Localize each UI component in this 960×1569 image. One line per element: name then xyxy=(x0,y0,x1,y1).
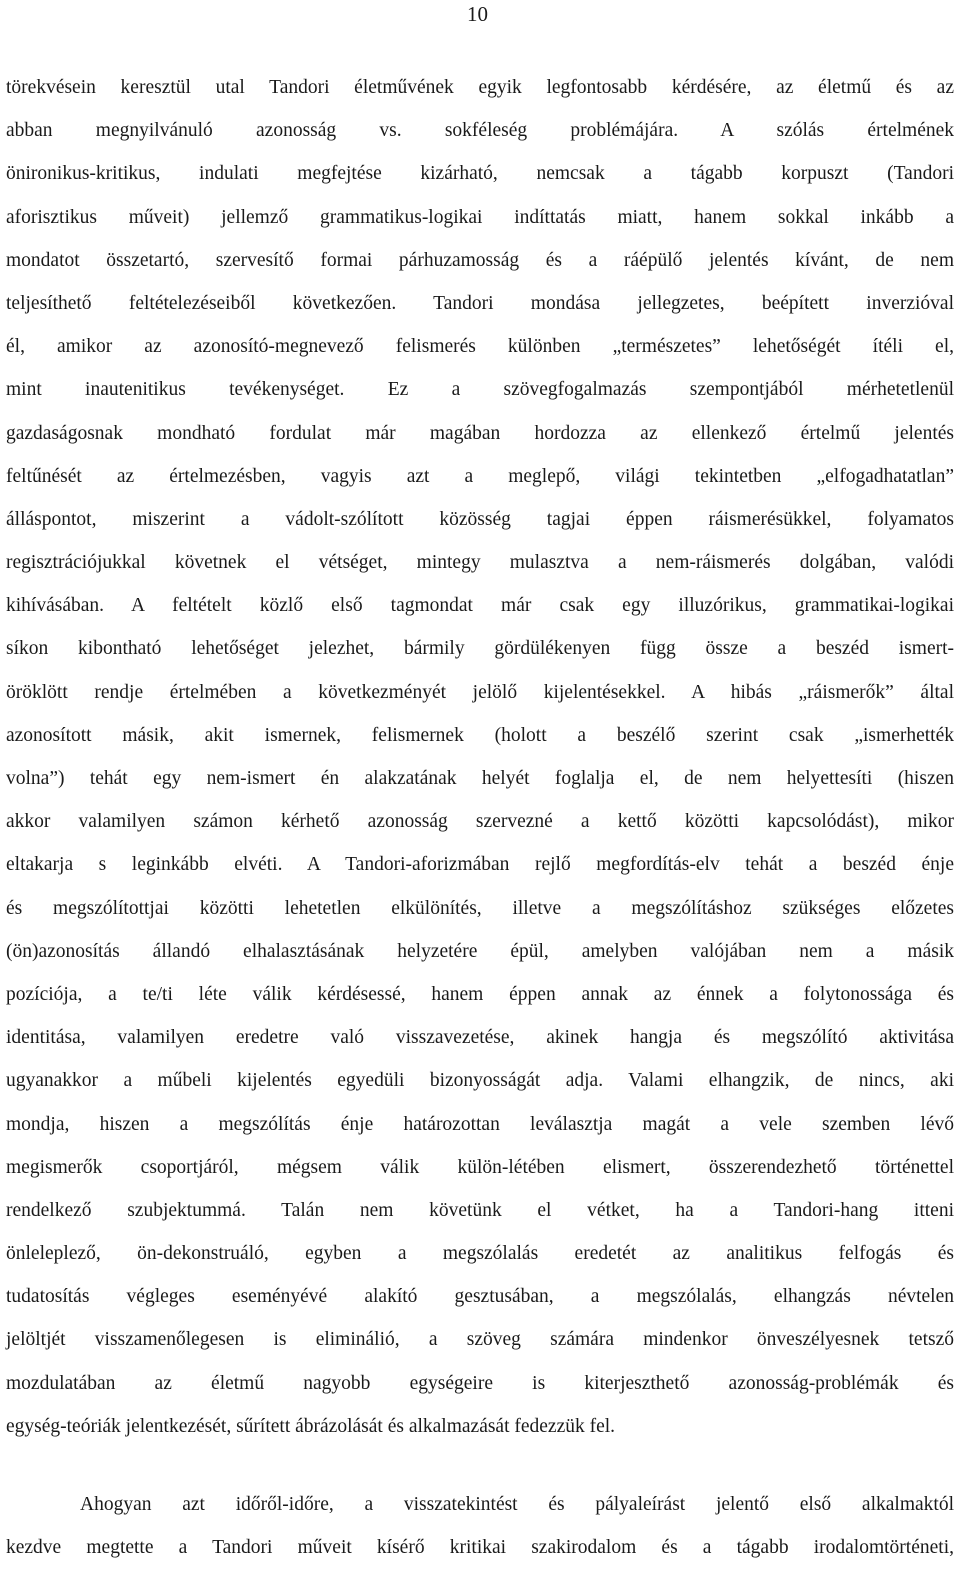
text-line: eltakarja s leginkább elvéti. A Tandori-aforizmában rejlő megfordítás-elv tehát a beszéd énje xyxy=(6,854,954,876)
text-line: regisztrációjukkal követnek el vétséget, mintegy mulasztva a nem-ráismerés dolgában, valódi xyxy=(6,552,954,574)
text-line: azonosított másik, akit ismernek, felismernek (holott a beszélő szerint csak „ismerhették xyxy=(6,724,954,746)
text-line: akkor valamilyen számon kérhető azonosság szervezné a kettő közötti kapcsolódást), mikor xyxy=(6,811,954,833)
body-paragraph xyxy=(6,1483,954,1569)
text-line: rendelkező szubjektummá. Talán nem követünk el vétket, ha a Tandori-hang itteni xyxy=(6,1199,954,1221)
text-line: síkon kibontható lehetőséget jelezhet, bármily gördülékenyen függ össze a beszéd ismert- xyxy=(6,638,954,660)
text-line: önleleplező, ön-dekonstruáló, egyben a megszólalás eredetét az analitikus felfogás és xyxy=(6,1243,954,1265)
text-line: identitása, valamilyen eredetre való visszavezetése, akinek hangja és megszólító aktivitása xyxy=(6,1027,954,1049)
text-line: megismerők csoportjáról, mégsem válik külön-létében elismert, összerendezhető történettel xyxy=(6,1156,954,1178)
text-line: ugyanakkor a műbeli kijelentés egyedüli bizonyosságát adja. Valami elhangzik, de nincs, aki xyxy=(6,1070,954,1092)
text-line: tudatosítás végleges eseményévé alakító gesztusában, a megszólalás, elhangzás névtelen xyxy=(6,1286,954,1308)
text-line: Ahogyan azt időről-időre, a visszatekintést és pályaleírást jelentő első alkalmaktól xyxy=(80,1494,954,1515)
text-line: öröklött rendje értelmében a következményét jelölő kijelentésekkel. A hibás „ráismerők” által xyxy=(6,681,954,703)
text-line: gazdaságosnak mondható fordulat már magában hordozza az ellenkező értelmű jelentés xyxy=(6,422,954,444)
page-number: 10 xyxy=(467,2,488,26)
text-line: egység-teóriák jelentkezését, sűrített ábrázolását és alkalmazását fedezzük fel. xyxy=(6,1415,616,1437)
text-line: teljesíthető feltételezéseiből következően. Tandori mondása jellegzetes, beépített inverzióval xyxy=(6,292,954,314)
text-line: mint inautenitikus tevékenységet. Ez a szövegfogalmazás szempontjából mérhetetlenül xyxy=(6,379,954,401)
text-line: mondatot összetartó, szervesítő formai párhuzamosság és a ráépülő jelentés kívánt, de nem xyxy=(6,249,954,271)
text-line: feltűnését az értelmezésben, vagyis azt a meglepő, világi tekintetben „elfogadhatatlan” xyxy=(6,465,954,487)
text-line: aforisztikus műveit) jellemző grammatikus-logikai indíttatás miatt, hanem sokkal inkább a xyxy=(6,206,954,228)
text-line: pozíciója, a te/ti léte válik kérdésessé, hanem éppen annak az énnek a folytonossága és xyxy=(6,983,954,1005)
text-line: (ön)azonosítás állandó elhalasztásának helyzetére épül, amelyben valójában nem a másik xyxy=(6,940,954,962)
text-line: él, amikor az azonosító-megnevező felismerés különben „természetes” lehetőségét ítéli el, xyxy=(6,336,954,358)
text-line: kihívásában. A feltételt közlő első tagmondat már csak egy illuzórikus, grammatikai-logikai xyxy=(6,595,954,617)
text-line: jelöltjét visszamenőlegesen is eliminálió, a szöveg számára mindenkor önveszélyesnek tetsző xyxy=(6,1329,954,1351)
text-line: volna”) tehát egy nem-ismert én alakzatának helyét foglalja el, de nem helyettesíti (hiszen xyxy=(6,768,954,789)
text-line: és megszólítottjai közötti lehetetlen elkülönítés, illetve a megszólításhoz szükséges előzetes xyxy=(6,897,954,919)
text-line: önironikus-kritikus, indulati megfejtése kizárható, nemcsak a tágabb korpuszt (Tandori xyxy=(6,163,954,185)
body-paragraph xyxy=(6,66,954,1448)
text-line: mozdulatában az életmű nagyobb egységeire is kiterjeszthető azonosság-problémák és xyxy=(6,1372,954,1394)
text-line: abban megnyilvánuló azonosság vs. sokféleség problémájára. A szólás értelmének xyxy=(6,120,954,142)
text-line: álláspontot, miszerint a vádolt-szólított közösség tagjai éppen ráismerésükkel, folyamatos xyxy=(6,508,954,530)
text-line: törekvésein keresztül utal Tandori életművének egyik legfontosabb kérdésére, az életmű és az xyxy=(6,77,954,98)
text-line: mondja, hiszen a megszólítás énje határozottan leválasztja magát a vele szemben lévő xyxy=(6,1113,954,1135)
text-line: kezdve megtette a Tandori műveit kísérő kritikai szakirodalom és a tágabb irodalomtörténeti, xyxy=(6,1537,954,1559)
